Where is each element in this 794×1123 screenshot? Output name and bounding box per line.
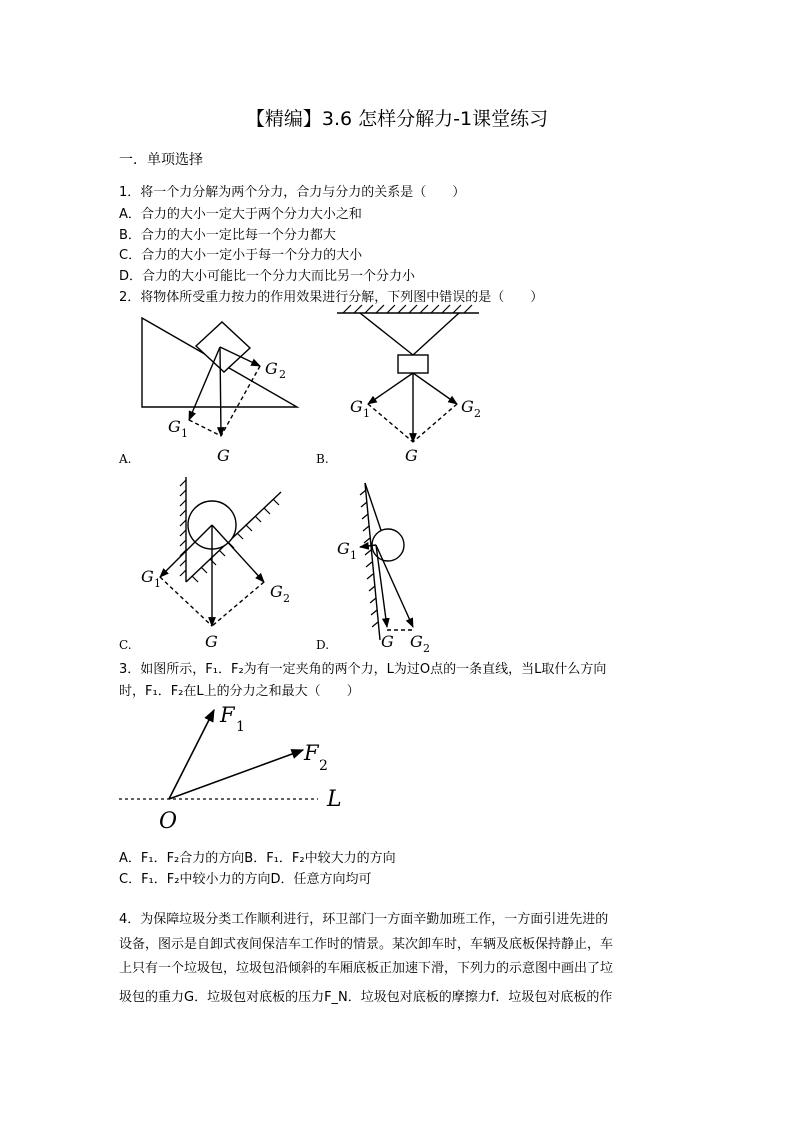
q4-line1: 4．为保障垃圾分类工作顺利进行，环卫部门一方面辛勤加班工作，一方面引进先进的 — [119, 912, 609, 927]
svg-text:1: 1 — [236, 719, 245, 735]
q4-line3: 上只有一个垃圾包，垃圾包沿倾斜的车厢底板正加速下滑，下列力的示意图中画出了垃 — [119, 961, 614, 976]
fig-c-letter: C. — [119, 638, 132, 652]
page-title: 【精编】3.6 怎样分解力-1课堂练习 — [245, 108, 549, 130]
q4-line2: 设备，图示是自卸式夜间保洁车工作时的情景。某次卸车时，车辆及底板保持静止，车 — [119, 937, 614, 952]
svg-text:1: 1 — [363, 407, 370, 420]
svg-text:2: 2 — [319, 758, 328, 774]
q3-options-line2: C．F₁．F₂中较小力的方向D．任意方向均可 — [119, 872, 372, 887]
q3-options-line1: A．F₁．F₂合力的方向B．F₁．F₂中较大力的方向 — [119, 851, 396, 866]
q1-option-c: C．合力的大小一定小于每一个分力的大小 — [119, 248, 363, 263]
q1-option-b: B．合力的大小一定比每一个分力都大 — [119, 228, 336, 243]
q1-option-d: D．合力的大小可能比一个分力大而比另一个分力小 — [119, 269, 416, 284]
svg-text:2: 2 — [474, 407, 481, 420]
svg-text:2: 2 — [423, 642, 430, 655]
fig-d-g2-label: G — [410, 632, 423, 651]
q1-option-a: A．合力的大小一定大于两个分力大小之和 — [119, 207, 362, 222]
svg-text:1: 1 — [181, 427, 188, 440]
section-heading: 一．单项选择 — [119, 152, 203, 168]
fig-d-g-label: G — [381, 632, 394, 651]
o-label: O — [159, 809, 178, 834]
fig-a-g1-label: G — [168, 417, 181, 436]
l-label: L — [327, 787, 342, 812]
f1-label: F — [220, 703, 235, 727]
q3-stem-line2: 时，F₁．F₂在L上的分力之和最大（ ） — [119, 684, 360, 699]
fig-d-g1-label: G — [337, 539, 350, 558]
f2-label: F — [304, 741, 319, 765]
fig-b-letter: B. — [316, 452, 329, 466]
svg-text:2: 2 — [283, 592, 290, 605]
svg-text:1: 1 — [350, 549, 357, 562]
fig-a-g-label: G — [217, 446, 230, 465]
fig-b-g-label: G — [405, 446, 418, 465]
q4-line4: 圾包的重力G．垃圾包对底板的压力F_N．垃圾包对底板的摩擦力f．垃圾包对底板的作 — [119, 990, 613, 1005]
fig-a-letter: A. — [119, 452, 132, 466]
q1-stem: 1．将一个力分解为两个分力，合力与分力的关系是（ ） — [119, 185, 466, 200]
fig-b-g1-label: G — [350, 397, 363, 416]
q3-stem-line1: 3．如图所示，F₁．F₂为有一定夹角的两个力，L为过O点的一条直线，当L取什么方向 — [119, 662, 607, 677]
fig-c-g2-label: G — [270, 582, 283, 601]
svg-text:1: 1 — [154, 577, 161, 590]
fig-c-g-label: G — [205, 632, 218, 651]
fig-b-g2-label: G — [461, 397, 474, 416]
fig-d-letter: D. — [316, 638, 330, 652]
q2-stem: 2．将物体所受重力按力的作用效果进行分解，下列图中错误的是（ ） — [119, 290, 544, 305]
svg-text:2: 2 — [279, 368, 286, 381]
fig-c-g1-label: G — [141, 567, 154, 586]
fig-a-g2-label: G — [265, 359, 278, 378]
